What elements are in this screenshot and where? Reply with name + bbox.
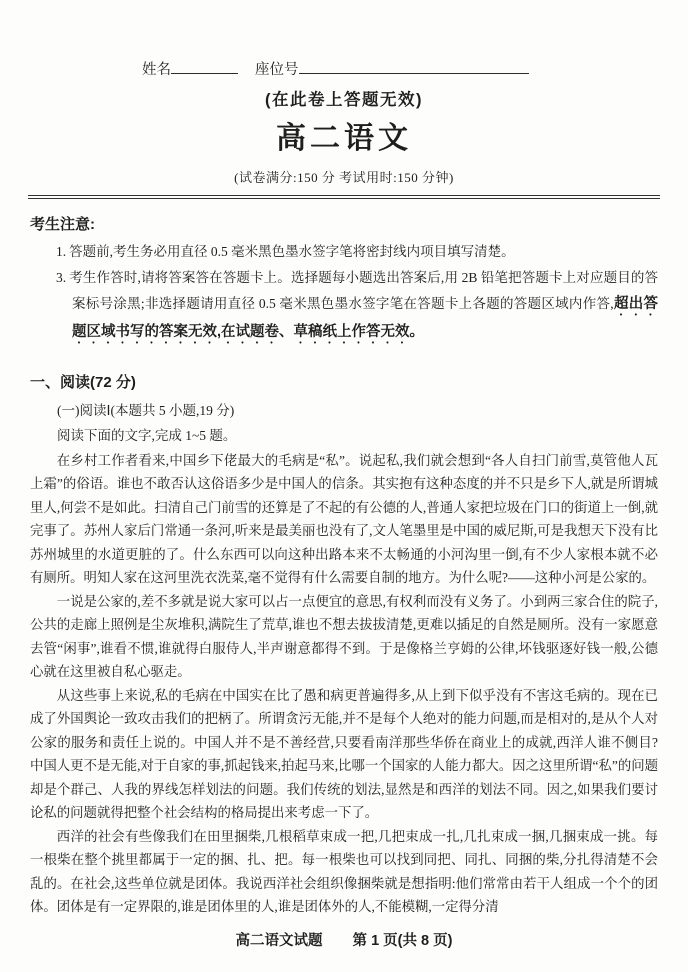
name-seat-row (142, 58, 658, 79)
reading-passage (30, 449, 658, 919)
notice-list (30, 239, 658, 347)
invalid-answer-notice: (在此卷上答题无效) (265, 91, 423, 109)
notice-item-1 (30, 239, 658, 265)
notice-item-1-text: 答题前,考生务必用直径 0.5 毫米黑色墨水签字笔将密封线内项目填写清楚。 (69, 243, 515, 259)
notice-heading: 考生注意: (30, 215, 95, 233)
passage-paragraph-1: 在乡村工作者看来,中国乡下佬最大的毛病是“私”。说起私,我们就会想到“各人自扫门前雪,莫管他人瓦上霜”的俗语。谁也不敢否认这俗语多少是中国人的信条。其实抱有这种态度的并不只是乡下人,就是所谓城里人,何尝不是如此。扫清自己门前雪的还算是了不起的有公德的人,普通人家把垃圾在门口的街道上一倒,就完事了。苏州人家后门常通一条河,听来是最美丽也没有了,文人笔墨里是中国的威尼斯,可是我想天下没有比苏州城里的水道更脏的了。什么东西可以向这种出路本来不太畅通的小河沟里一倒,有不少人家根本就不必有厕所。明知人家在这河里洗衣洗菜,毫不觉得有什么需要自制的地方。为什么呢?——这种小河是公家的。 (30, 452, 658, 585)
section-heading-reading: 一、阅读(72 分) (30, 373, 136, 391)
name-label: 姓名 (142, 62, 171, 78)
notice-item-3-text: 考生作答时,请将答案答在答题卡上。选择题每小题选出答案后,用 2B 铅笔把答题卡上对应题目的答案标号涂黑;非选择题请用直径 0.5 毫米黑色墨水签字笔在答题卡上各题的答题区域内作答, (69, 269, 658, 311)
header-divider (28, 195, 660, 199)
exam-title: 高二语文 (276, 122, 412, 155)
notice-item-1-number: 1. (56, 243, 67, 259)
reading-instruction: 阅读下面的文字,完成 1~5 题。 (57, 427, 237, 443)
footer-page-number: 第 1 页(共 8 页) (352, 933, 453, 949)
name-blank-line (171, 59, 238, 74)
passage-paragraph-3: 从这些事上来说,私的毛病在中国实在比了愚和病更普遍得多,从上到下似乎没有不害这毛病的。现在已成了外国舆论一致攻击我们的把柄了。所谓贪污无能,并不是每个人绝对的能力问题,而是相对的,是从个人对公家的服务和责任上说的。中国人并不是不善经营,只要看南洋那些华侨在商业上的成就,西洋人谁不侧目?中国人更不是无能,对于自家的事,抓起钱来,拍起马来,比哪一个国家的人能力都大。因之这里所谓“私”的问题却是个群己、人我的界线怎样划法的问题。我们传统的划法,显然是和西洋的划法不同。因之,如果我们要讨论私的问题就得把整个社会结构的格局提出来考虑一下了。 (30, 687, 658, 820)
notice-item-3-emphasis-text: 超出答题区域书写的答案无效,在试题卷、草稿纸上作答无效。 (72, 295, 659, 340)
notice-item-3-number: 3. (56, 269, 67, 285)
passage-paragraph-2: 一说是公家的,差不多就是说大家可以占一点便宜的意思,有权利而没有义务了。小到两三家合住的院子,公共的走廊上照例是尘灰堆积,满院生了荒草,谁也不想去拔拔清楚,更难以插足的自然是厕所。没有一家愿意去管“闲事”,谁看不惯,谁就得白服侍人,半声谢意都得不到。于是像格兰亨姆的公律,坏钱驱逐好钱一般,公德心就在这里被自私心驱走。 (30, 593, 658, 679)
page-footer (0, 929, 688, 950)
seat-label: 座位号 (255, 62, 299, 78)
seat-blank-line (299, 59, 529, 74)
footer-doc-label: 高二语文试题 (235, 933, 323, 949)
subsection-heading-reading-1: (一)阅读Ⅰ(本题共 5 小题,19 分) (57, 402, 235, 418)
passage-paragraph-4: 西洋的社会有些像我们在田里捆柴,几根稻草束成一把,几把束成一扎,几扎束成一捆,几捆束成一挑。每一根柴在整个挑里都属于一定的捆、扎、把。每一根柴也可以找到同把、同扎、同捆的柴,分扎得清楚不会乱的。在社会,这些单位就是团体。我说西洋社会组织像捆柴就是想指明:他们常常由若干人组成一个个的团体。团体是有一定界限的,谁是团体里的人,谁是团体外的人,不能模糊,一定得分清 (30, 828, 658, 914)
notice-item-3 (30, 265, 658, 347)
exam-subtitle: (试卷满分:150 分 考试用时:150 分钟) (234, 169, 454, 185)
